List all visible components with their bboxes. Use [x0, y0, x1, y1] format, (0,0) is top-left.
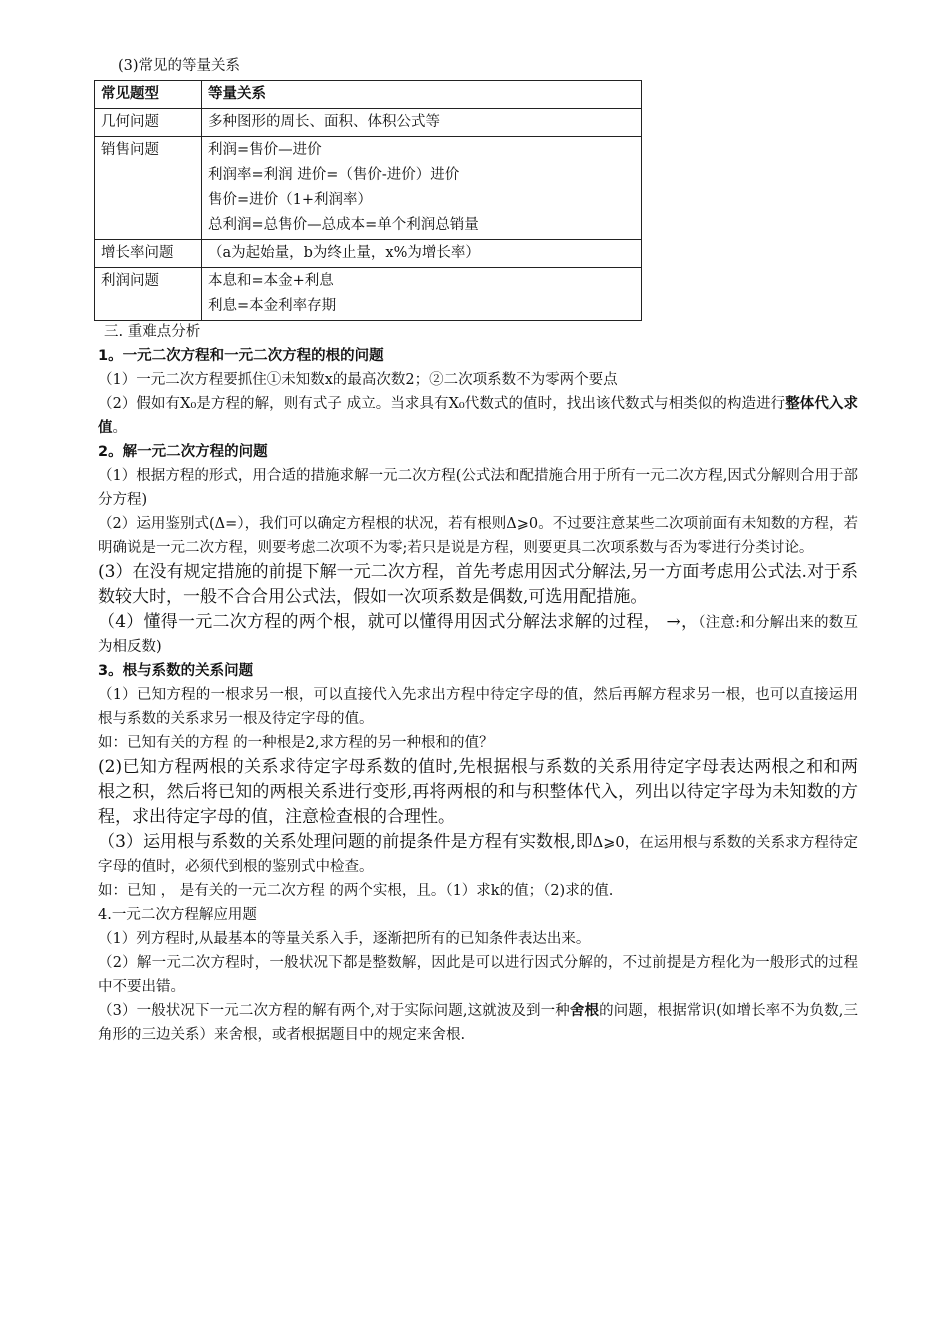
- paragraph: （1）列方程时,从最基本的等量关系入手，逐渐把所有的已知条件表达出来。: [98, 931, 591, 947]
- table-row: [95, 109, 642, 137]
- emphasis-text: 舍根: [569, 1003, 600, 1019]
- table-header-cell: 等量关系: [202, 81, 642, 109]
- text-run: （4）懂得一元二次方程的两个根，就可以懂得用因式分解法求解的过程， →，: [98, 612, 699, 632]
- heading-s3: 3。根与系数的关系问题: [98, 663, 254, 679]
- emphasis-text: 整体代入求值: [98, 396, 858, 436]
- relation-line: 利润=售价—进价: [208, 142, 322, 158]
- table-cell-type: 利润问题: [95, 268, 202, 321]
- table-cell-relations: [202, 268, 642, 321]
- table-row: [95, 268, 642, 321]
- text-run: Δ⩾0，在运用根与系数的关系求方程待定字母的值时，必须代到根的鉴别式中检查。: [98, 835, 858, 875]
- table-cell-type: 增长率问题: [95, 240, 202, 268]
- table-cell-relations: [202, 109, 642, 137]
- paragraph: [98, 830, 858, 879]
- paragraph: （2）解一元二次方程时，一般状况下都是整数解，因此是可以进行因式分解的，不过前提是方程化为一般形式的过程中不要出错。: [98, 955, 858, 995]
- paragraph: [98, 999, 858, 1047]
- table-header-row: [95, 81, 642, 109]
- example-line: 如：已知 ， 是有关的一元二次方程 的两个实根，且。（1）求k的值；（2)求的值.: [98, 883, 614, 899]
- paragraph: （1）已知方程的一根求另一根，可以直接代入先求出方程中待定字母的值，然后再解方程求另一根，也可以直接运用根与系数的关系求另一根及待定字母的值。: [98, 687, 858, 727]
- text-run: （2）假如有X₀是方程的解，则有式子 成立。当求具有X₀代数式的值时，找出该代数式与相类似的构造进行: [98, 396, 786, 412]
- table-cell-type: 几何问题: [95, 109, 202, 137]
- heading-s2: 2。解一元二次方程的问题: [98, 444, 268, 460]
- relation-line: （a为起始量，b为终止量，x%为增长率）: [208, 245, 480, 261]
- example-line: 如：已知有关的方程 的一种根是2,求方程的另一种根和的值？: [98, 735, 494, 751]
- paragraph: （2）运用鉴别式(Δ=），我们可以确定方程根的状况，若有根则Δ⩾0。不过要注意某些二次项前面有未知数的方程，若明确说是一元二次方程，则要考虑二次项不为零;若只是说是方程，则要更具二次项系数与否为零进行分类讨论。: [98, 516, 858, 556]
- paragraph: [98, 392, 858, 440]
- heading-s4: 4.一元二次方程解应用题: [98, 907, 257, 923]
- text-run: （注意:和分解出来的数互为相反数): [98, 615, 858, 655]
- text-run: （3）运用根与系数的关系处理问题的前提条件是方程有实数根,即: [98, 832, 593, 852]
- part-title: 三. 重难点分析: [104, 324, 201, 340]
- table-row: [95, 137, 642, 240]
- analysis-body: [98, 320, 858, 1047]
- text-run: 。: [112, 420, 127, 436]
- paragraph: （1）一元二次方程要抓住①未知数x的最高次数2；②二次项系数不为零两个要点: [98, 372, 618, 388]
- relation-line: 总利润=总售价—总成本=单个利润总销量: [208, 217, 479, 233]
- equal-relations-table: [94, 80, 642, 321]
- paragraph: (2)已知方程两根的关系求待定字母系数的值时,先根据根与系数的关系用待定字母表达两根之和和两根之积，然后将已知的两根关系进行变形,再将两根的和与积整体代入，列出以待定字母为未知数的方程，求出待定字母的值，注意检查根的合理性。: [98, 757, 858, 827]
- section-title-equal-relations: (3)常见的等量关系: [118, 58, 241, 74]
- table-row: [95, 240, 642, 268]
- text-run: （3）一般状况下一元二次方程的解有两个,对于实际问题,这就波及到一种: [98, 1003, 570, 1019]
- paragraph: (3）在没有规定措施的前提下解一元二次方程，首先考虑用因式分解法,另一方面考虑用公式法.对于系数较大时，一般不合合用公式法，假如一次项系数是偶数,可选用配措施。: [98, 562, 858, 607]
- table-cell-relations: [202, 137, 642, 240]
- relation-line: 本息和=本金+利息: [208, 273, 334, 289]
- paragraph: （1）根据方程的形式，用合适的措施求解一元二次方程(公式法和配措施合用于所有一元二次方程,因式分解则合用于部分方程): [98, 468, 858, 508]
- table-header-cell: 常见题型: [95, 81, 202, 109]
- paragraph: [98, 610, 858, 659]
- relation-line: 利润率=利润 进价=（售价-进价）进价: [208, 167, 460, 183]
- relation-line: 利息=本金利率存期: [208, 298, 337, 314]
- heading-s1: 1。一元二次方程和一元二次方程的根的问题: [98, 348, 384, 364]
- table-cell-type: 销售问题: [95, 137, 202, 240]
- table-cell-relations: [202, 240, 642, 268]
- relation-line: 售价=进价（1+利润率）: [208, 192, 373, 208]
- text-run: 的问题，根据常识(如增长率不为负数,三角形的三边关系）来舍根，或者根据题目中的规定来舍根.: [98, 1003, 858, 1043]
- relation-line: 多种图形的周长、面积、体积公式等: [208, 114, 440, 130]
